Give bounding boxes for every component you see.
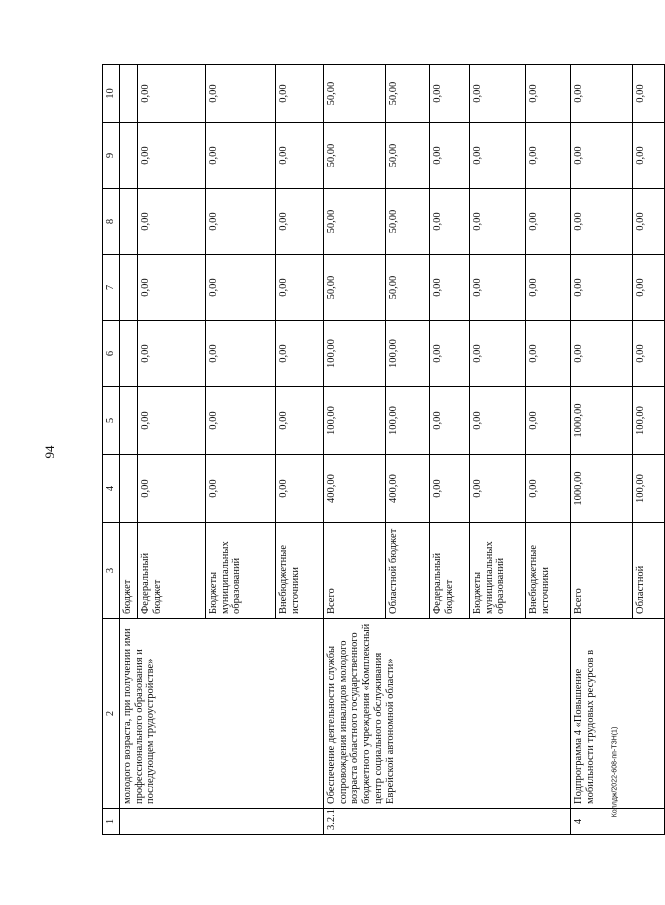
amount-cell: 0,00: [205, 387, 275, 455]
amount-cell: 0,00: [525, 387, 570, 455]
amount-cell: 0,00: [137, 455, 205, 523]
amount-cell: 50,00: [323, 189, 385, 255]
row-number-cell: 3.2.1: [323, 809, 570, 835]
amount-cell: 0,00: [469, 123, 525, 189]
amount-cell: [119, 455, 137, 523]
funding-source-cell: бюджет: [119, 523, 137, 619]
amount-cell: 0,00: [525, 65, 570, 123]
amount-cell: 0,00: [205, 321, 275, 387]
amount-cell: 50,00: [323, 255, 385, 321]
amount-cell: 50,00: [385, 123, 429, 189]
amount-cell: 0,00: [632, 321, 664, 387]
amount-cell: 0,00: [429, 321, 469, 387]
amount-cell: 0,00: [275, 189, 323, 255]
amount-cell: [119, 123, 137, 189]
amount-cell: 100,00: [632, 387, 664, 455]
amount-cell: 0,00: [137, 321, 205, 387]
amount-cell: 0,00: [275, 387, 323, 455]
amount-cell: 50,00: [323, 123, 385, 189]
amount-cell: 0,00: [429, 189, 469, 255]
amount-cell: 0,00: [469, 455, 525, 523]
amount-cell: 0,00: [275, 65, 323, 123]
amount-cell: 0,00: [275, 321, 323, 387]
amount-cell: 400,00: [385, 455, 429, 523]
column-header: 1: [103, 809, 120, 835]
column-header: 4: [103, 455, 120, 523]
row-number-cell: 4: [570, 809, 664, 835]
amount-cell: 0,00: [525, 189, 570, 255]
table-row: [119, 65, 137, 835]
amount-cell: 0,00: [205, 255, 275, 321]
amount-cell: 0,00: [429, 387, 469, 455]
amount-cell: 50,00: [385, 255, 429, 321]
page-number: 94: [42, 445, 57, 459]
amount-cell: 1000,00: [570, 455, 632, 523]
amount-cell: 0,00: [525, 455, 570, 523]
amount-cell: 0,00: [570, 189, 632, 255]
amount-cell: 0,00: [469, 255, 525, 321]
amount-cell: 0,00: [632, 123, 664, 189]
column-header: 9: [103, 123, 120, 189]
funding-source-cell: Федеральный бюджет: [429, 523, 469, 619]
funding-source-cell: Бюджеты муниципальных образований: [469, 523, 525, 619]
activity-name-cell: Подпрограмма 4 «Повышение мобильности трудовых ресурсов в: [570, 619, 664, 809]
amount-cell: [119, 255, 137, 321]
table-row: [323, 65, 385, 835]
amount-cell: 0,00: [137, 387, 205, 455]
amount-cell: 1000,00: [570, 387, 632, 455]
budget-table: [102, 64, 665, 835]
funding-source-cell: Всего: [323, 523, 385, 619]
amount-cell: 0,00: [570, 123, 632, 189]
amount-cell: 100,00: [632, 455, 664, 523]
column-header: 10: [103, 65, 120, 123]
amount-cell: 0,00: [525, 321, 570, 387]
amount-cell: [119, 189, 137, 255]
funding-source-cell: Федеральный бюджет: [137, 523, 205, 619]
row-number-cell: [119, 809, 323, 835]
amount-cell: 100,00: [323, 321, 385, 387]
funding-source-cell: Всего: [570, 523, 632, 619]
amount-cell: 0,00: [632, 255, 664, 321]
amount-cell: 0,00: [205, 123, 275, 189]
amount-cell: 0,00: [525, 123, 570, 189]
amount-cell: 0,00: [570, 255, 632, 321]
funding-source-cell: Внебюджетные источники: [275, 523, 323, 619]
funding-source-cell: Областной: [632, 523, 664, 619]
amount-cell: 0,00: [205, 65, 275, 123]
amount-cell: 0,00: [205, 189, 275, 255]
amount-cell: 0,00: [137, 189, 205, 255]
amount-cell: 0,00: [469, 65, 525, 123]
amount-cell: 0,00: [137, 255, 205, 321]
amount-cell: [119, 321, 137, 387]
amount-cell: 0,00: [469, 387, 525, 455]
amount-cell: 0,00: [469, 189, 525, 255]
column-header: 6: [103, 321, 120, 387]
document-footer-code: Коллдж/2022-608-пп-ТЗН(1): [611, 726, 619, 818]
amount-cell: 0,00: [570, 65, 632, 123]
amount-cell: 0,00: [275, 455, 323, 523]
amount-cell: 0,00: [275, 123, 323, 189]
table-row: [570, 65, 632, 835]
amount-cell: 100,00: [385, 387, 429, 455]
amount-cell: 0,00: [429, 65, 469, 123]
funding-source-cell: Областной бюджет: [385, 523, 429, 619]
amount-cell: 0,00: [570, 321, 632, 387]
amount-cell: 0,00: [137, 123, 205, 189]
amount-cell: 100,00: [323, 387, 385, 455]
column-header: 7: [103, 255, 120, 321]
amount-cell: 100,00: [385, 321, 429, 387]
activity-name-cell: молодого возраста, при получении ими профессионального образования и последующем трудоустройстве»: [119, 619, 323, 809]
table-header-row: [103, 65, 120, 835]
amount-cell: 0,00: [632, 65, 664, 123]
amount-cell: 0,00: [137, 65, 205, 123]
funding-source-cell: Внебюджетные источники: [525, 523, 570, 619]
amount-cell: 0,00: [632, 189, 664, 255]
amount-cell: 50,00: [385, 65, 429, 123]
amount-cell: 50,00: [323, 65, 385, 123]
activity-name-cell: Обеспечение деятельности службы сопровождения инвалидов молодого возраста областного государственного бюджетного учреждения «Комплексный центр социального обслуживания Еврейской автономной области»: [323, 619, 570, 809]
amount-cell: 0,00: [469, 321, 525, 387]
column-header: 3: [103, 523, 120, 619]
column-header: 5: [103, 387, 120, 455]
amount-cell: 400,00: [323, 455, 385, 523]
amount-cell: 50,00: [385, 189, 429, 255]
amount-cell: [119, 65, 137, 123]
amount-cell: 0,00: [429, 123, 469, 189]
amount-cell: 0,00: [429, 455, 469, 523]
amount-cell: 0,00: [275, 255, 323, 321]
column-header: 8: [103, 189, 120, 255]
amount-cell: 0,00: [205, 455, 275, 523]
amount-cell: 0,00: [525, 255, 570, 321]
column-header: 2: [103, 619, 120, 809]
amount-cell: [119, 387, 137, 455]
amount-cell: 0,00: [429, 255, 469, 321]
funding-source-cell: Бюджеты муниципальных образований: [205, 523, 275, 619]
